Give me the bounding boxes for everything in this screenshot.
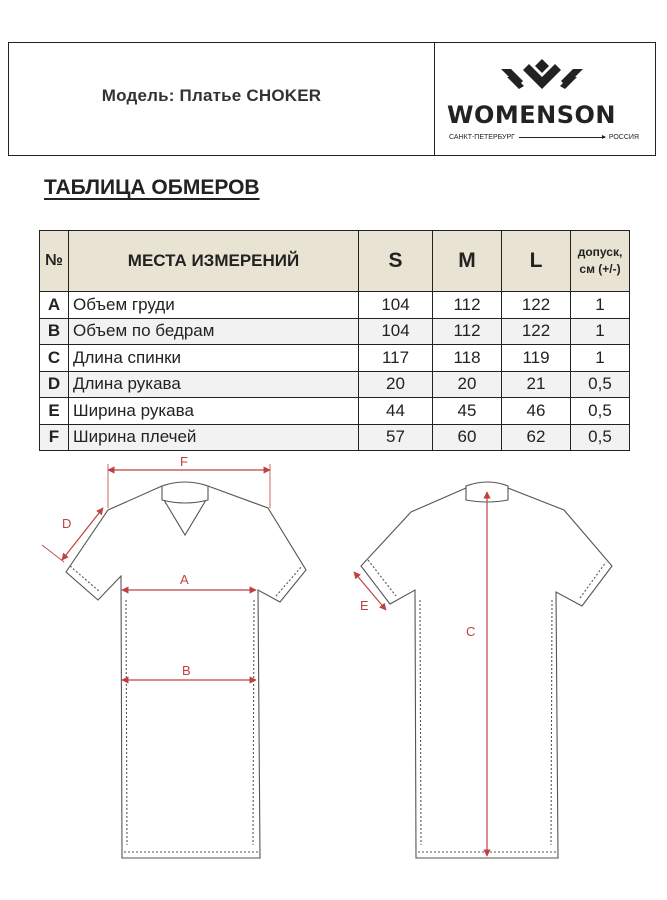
row-code: F (40, 424, 69, 451)
section-title: ТАБЛИЦА ОБМЕРОВ (44, 176, 260, 199)
row-size-s: 117 (359, 345, 433, 372)
row-size-m: 112 (433, 318, 502, 345)
row-size-l: 119 (502, 345, 571, 372)
label-e: E (360, 598, 369, 613)
row-size-m: 112 (433, 292, 502, 319)
row-size-l: 21 (502, 371, 571, 398)
header-place: МЕСТА ИЗМЕРЕНИЙ (69, 231, 359, 292)
brand-name: WOMENSON (447, 101, 617, 129)
brand-logo-icon (497, 57, 587, 97)
measure-a (122, 572, 256, 590)
measure-b (122, 663, 256, 680)
measure-d (42, 508, 103, 562)
row-code: E (40, 398, 69, 425)
header-tolerance-line-2: см (+/-) (579, 262, 621, 276)
header-size-l: L (502, 231, 571, 292)
row-name: Объем груди (69, 292, 359, 319)
row-tolerance: 0,5 (571, 398, 630, 425)
header-tolerance (571, 231, 630, 292)
row-size-m: 20 (433, 371, 502, 398)
row-code: A (40, 292, 69, 319)
row-size-s: 104 (359, 318, 433, 345)
header-no: № (40, 231, 69, 292)
row-tolerance: 1 (571, 318, 630, 345)
row-size-l: 46 (502, 398, 571, 425)
brand-cell (435, 43, 655, 155)
row-size-l: 62 (502, 424, 571, 451)
garment-diagram (0, 455, 667, 900)
row-name: Длина рукава (69, 371, 359, 398)
brand-city: САНКТ-ПЕТЕРБУРГ (449, 134, 515, 141)
row-tolerance: 0,5 (571, 424, 630, 451)
table-header-row (40, 231, 630, 292)
label-b: B (182, 663, 191, 678)
label-f: F (180, 455, 188, 469)
header-size-m: M (433, 231, 502, 292)
table-row (40, 371, 630, 398)
header-box (8, 42, 656, 156)
row-size-m: 118 (433, 345, 502, 372)
row-code: D (40, 371, 69, 398)
row-size-m: 45 (433, 398, 502, 425)
measurements-table (39, 230, 630, 451)
header-tolerance-line-1: допуск, (577, 245, 623, 259)
row-name: Ширина рукава (69, 398, 359, 425)
row-tolerance: 0,5 (571, 371, 630, 398)
row-size-s: 44 (359, 398, 433, 425)
row-tolerance: 1 (571, 292, 630, 319)
brand-arrow (519, 137, 605, 138)
row-code: C (40, 345, 69, 372)
row-size-s: 104 (359, 292, 433, 319)
label-d: D (62, 516, 72, 531)
header-size-s: S (359, 231, 433, 292)
model-title: Модель: Платье CHOKER (101, 86, 322, 105)
row-size-s: 20 (359, 371, 433, 398)
row-code: B (40, 318, 69, 345)
row-tolerance: 1 (571, 345, 630, 372)
label-a: A (180, 572, 189, 587)
row-size-s: 57 (359, 424, 433, 451)
table-row (40, 398, 630, 425)
row-name: Объем по бедрам (69, 318, 359, 345)
row-name: Длина спинки (69, 345, 359, 372)
table-row (40, 292, 630, 319)
brand-subline (449, 134, 639, 141)
row-size-l: 122 (502, 292, 571, 319)
row-name: Ширина плечей (69, 424, 359, 451)
row-size-l: 122 (502, 318, 571, 345)
table-row (40, 424, 630, 451)
model-cell (9, 43, 435, 155)
table-row (40, 345, 630, 372)
brand-country: РОССИЯ (608, 134, 639, 141)
table-row (40, 318, 630, 345)
label-c: C (466, 624, 476, 639)
row-size-m: 60 (433, 424, 502, 451)
measure-c (466, 492, 487, 856)
